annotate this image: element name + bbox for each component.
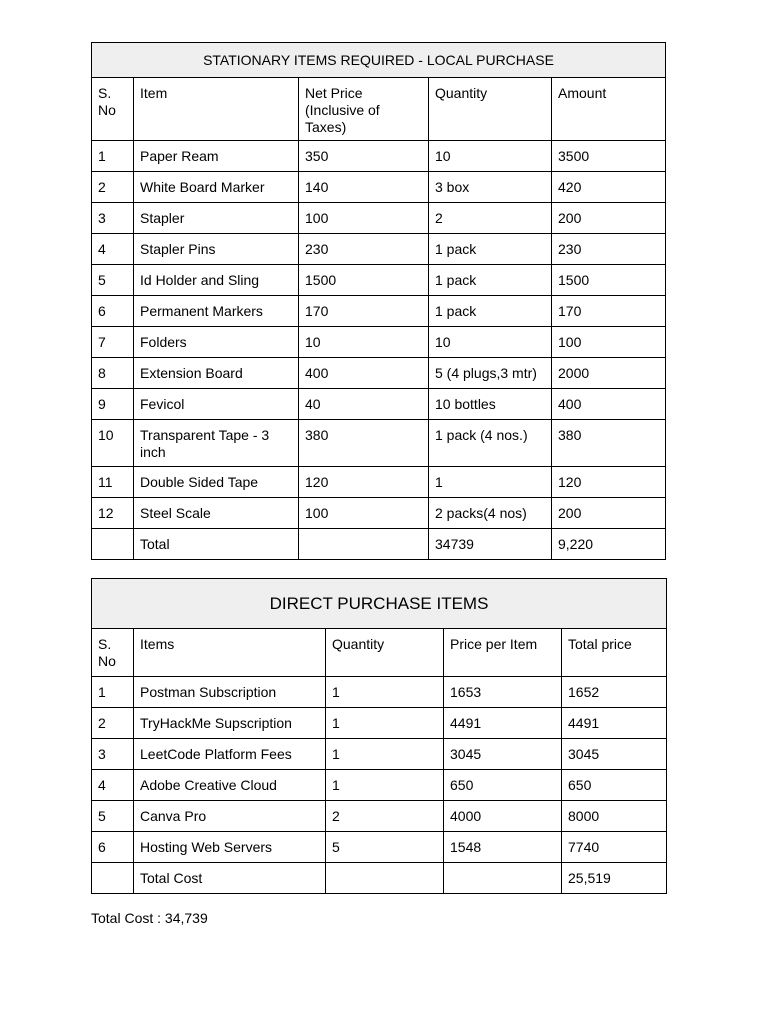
table-cell: 230 [299,234,429,265]
table-cell: 170 [299,296,429,327]
table-cell: 10 [429,141,552,172]
table-cell: 3045 [562,739,667,770]
table-cell: Net Price (Inclusive of Taxes) [299,78,429,141]
table-cell: 11 [92,467,134,498]
table-cell: 400 [552,389,666,420]
table-cell: 1 [326,677,444,708]
table-cell: 5 [92,801,134,832]
table-row [92,467,666,498]
table-cell: 380 [552,420,666,467]
table-row [92,420,666,467]
table-cell: 4000 [444,801,562,832]
local-purchase-title-row [92,43,666,78]
table-cell: 6 [92,296,134,327]
table-cell: Price per Item [444,629,562,677]
table-cell: Item [134,78,299,141]
table-cell: 120 [299,467,429,498]
table-cell: 1652 [562,677,667,708]
table-cell: 2 packs(4 nos) [429,498,552,529]
table-cell: 3045 [444,739,562,770]
table-cell: 140 [299,172,429,203]
table-row [92,832,667,863]
table-cell: 1548 [444,832,562,863]
table-cell: 34739 [429,529,552,560]
table-header-row [92,629,667,677]
direct-purchase-table [91,578,667,894]
table-cell: 5 (4 plugs,3 mtr) [429,358,552,389]
table-cell: 4491 [444,708,562,739]
table-cell: Amount [552,78,666,141]
table-cell: Paper Ream [134,141,299,172]
table-cell: 4 [92,770,134,801]
table-cell: 10 bottles [429,389,552,420]
table-cell: 1 [92,677,134,708]
table-cell: 1 pack (4 nos.) [429,420,552,467]
table-cell: 1 pack [429,234,552,265]
table-cell [326,863,444,894]
table-cell: 100 [299,203,429,234]
direct-purchase-table-body [92,579,667,894]
table-cell: Transparent Tape - 3 inch [134,420,299,467]
table-row [92,141,666,172]
table-cell: Total price [562,629,667,677]
grand-total-cost: Total Cost : 34,739 [91,910,208,926]
table-cell: 1500 [552,265,666,296]
direct-purchase-title-row [92,579,667,629]
table-row [92,203,666,234]
table-cell: Permanent Markers [134,296,299,327]
table-cell: 3 [92,203,134,234]
table-cell: Hosting Web Servers [134,832,326,863]
table-cell: 170 [552,296,666,327]
direct-purchase-title: DIRECT PURCHASE ITEMS [92,579,667,629]
table-cell: 12 [92,498,134,529]
table-cell: 2 [326,801,444,832]
table-cell: 380 [299,420,429,467]
table-cell [299,529,429,560]
table-cell: Extension Board [134,358,299,389]
table-cell: 5 [92,265,134,296]
table-cell: Folders [134,327,299,358]
table-cell: Adobe Creative Cloud [134,770,326,801]
table-cell: S. No [92,78,134,141]
table-cell [444,863,562,894]
table-cell: 2 [92,172,134,203]
table-row [92,327,666,358]
table-cell: 1 [326,739,444,770]
table-cell: 4491 [562,708,667,739]
table-header-row [92,78,666,141]
table-row [92,708,667,739]
table-cell: 650 [444,770,562,801]
table-row [92,172,666,203]
table-row [92,770,667,801]
table-cell: Items [134,629,326,677]
table-cell: 1 [92,141,134,172]
table-cell: 4 [92,234,134,265]
table-cell: 420 [552,172,666,203]
table-row [92,234,666,265]
table-cell: Canva Pro [134,801,326,832]
table-cell: 200 [552,203,666,234]
table-cell: 1 [326,708,444,739]
table-cell: Quantity [429,78,552,141]
table-cell: 10 [92,420,134,467]
table-row [92,265,666,296]
table-cell: 7740 [562,832,667,863]
local-purchase-table [91,42,666,560]
table-cell: 3 box [429,172,552,203]
table-cell: Quantity [326,629,444,677]
table-cell: Fevicol [134,389,299,420]
table-cell: LeetCode Platform Fees [134,739,326,770]
table-cell: 1 [326,770,444,801]
table-cell: 650 [562,770,667,801]
table-cell: 9,220 [552,529,666,560]
table-cell: Stapler [134,203,299,234]
table-cell: 120 [552,467,666,498]
table-cell: 230 [552,234,666,265]
table-cell: 1500 [299,265,429,296]
table-cell: 100 [299,498,429,529]
table-cell: 1 [429,467,552,498]
table-cell [92,529,134,560]
table-cell: 8 [92,358,134,389]
table-cell: 6 [92,832,134,863]
table-cell: 5 [326,832,444,863]
table-row [92,677,667,708]
table-cell: 9 [92,389,134,420]
table-cell: Stapler Pins [134,234,299,265]
table-cell: 25,519 [562,863,667,894]
table-row [92,358,666,389]
table-cell [92,863,134,894]
table-cell: White Board Marker [134,172,299,203]
table-cell: Double Sided Tape [134,467,299,498]
table-cell: 10 [429,327,552,358]
table-cell: 1 pack [429,265,552,296]
table-cell: 3 [92,739,134,770]
table-cell: 1653 [444,677,562,708]
table-total-row [92,529,666,560]
table-cell: 10 [299,327,429,358]
table-cell: 2 [92,708,134,739]
table-total-row [92,863,667,894]
table-row [92,739,667,770]
local-purchase-title: STATIONARY ITEMS REQUIRED - LOCAL PURCHASE [92,43,666,78]
table-row [92,296,666,327]
table-cell: 100 [552,327,666,358]
table-row [92,389,666,420]
table-cell: TryHackMe Supscription [134,708,326,739]
table-cell: 350 [299,141,429,172]
table-cell: 400 [299,358,429,389]
table-cell: 3500 [552,141,666,172]
table-cell: 200 [552,498,666,529]
table-cell: Id Holder and Sling [134,265,299,296]
table-cell: Total Cost [134,863,326,894]
table-cell: 2 [429,203,552,234]
table-cell: 40 [299,389,429,420]
table-cell: Steel Scale [134,498,299,529]
local-purchase-table-body [92,43,666,560]
table-cell: 7 [92,327,134,358]
table-cell: Total [134,529,299,560]
table-cell: 8000 [562,801,667,832]
table-row [92,801,667,832]
table-cell: Postman Subscription [134,677,326,708]
table-cell: 2000 [552,358,666,389]
table-cell: 1 pack [429,296,552,327]
table-row [92,498,666,529]
table-cell: S. No [92,629,134,677]
